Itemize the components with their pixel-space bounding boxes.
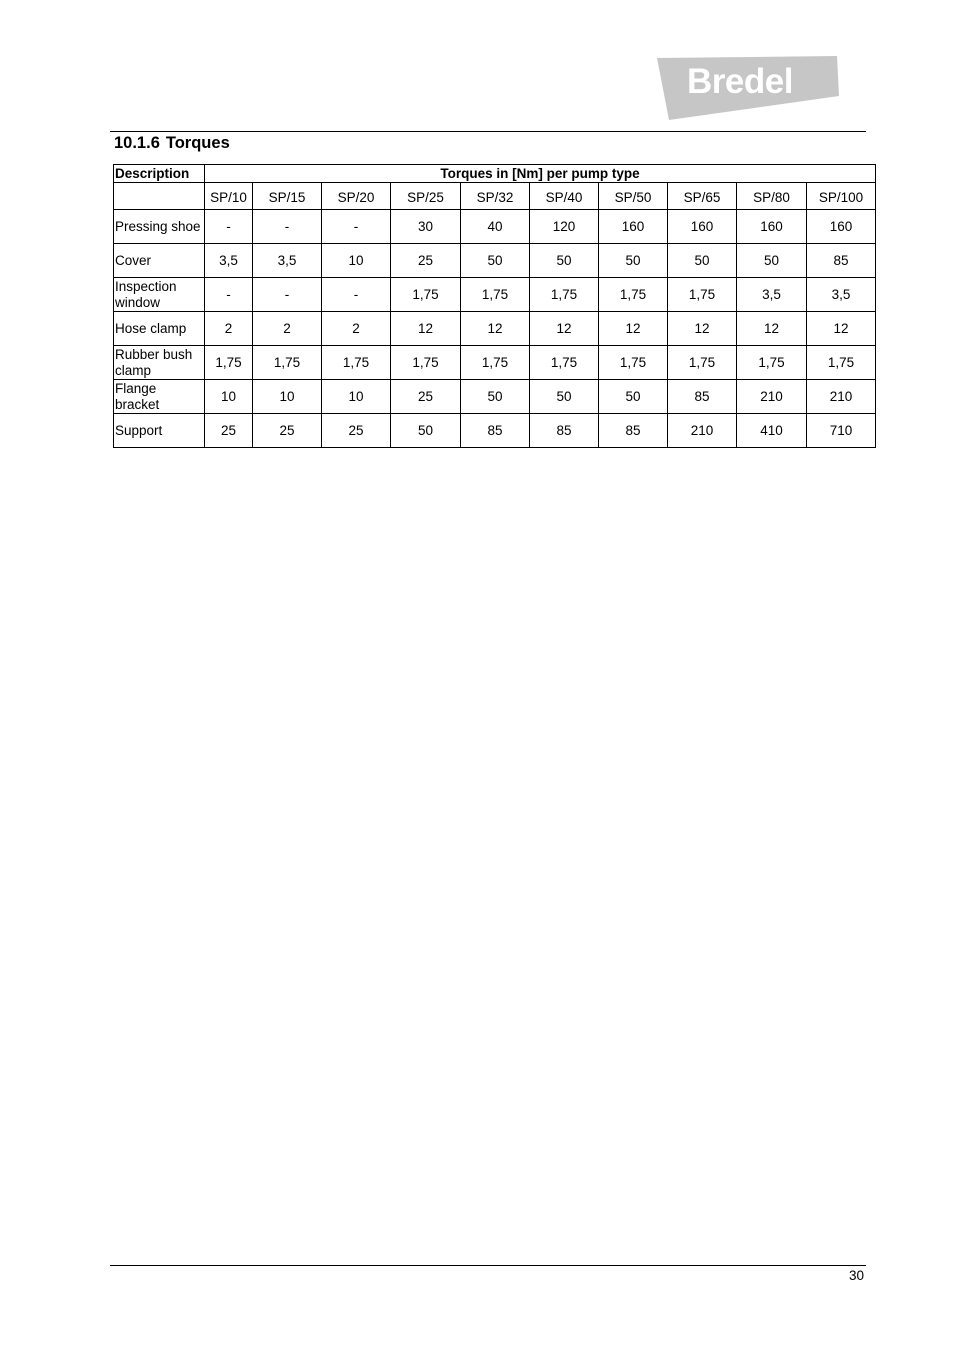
row-label: Hose clamp [114,312,205,346]
pump-type-header: SP/40 [530,183,599,210]
torque-value: 1,75 [737,346,807,380]
torque-value: 50 [668,244,737,278]
torque-value: 50 [391,414,461,448]
torque-value: 120 [530,210,599,244]
torque-value: 710 [807,414,876,448]
torque-value: - [253,210,322,244]
bredel-logo [657,56,839,120]
torque-value: 25 [253,414,322,448]
torque-value: 160 [807,210,876,244]
table-row [114,312,876,346]
pump-type-header: SP/32 [461,183,530,210]
torque-value: - [253,278,322,312]
torque-value: 160 [668,210,737,244]
section-title: Torques [165,134,230,152]
torque-value: 10 [253,380,322,414]
torque-value: 12 [668,312,737,346]
header-rule [110,131,866,132]
torque-value: 50 [599,380,668,414]
row-label: Support [114,414,205,448]
torque-value: 12 [737,312,807,346]
torque-value: 1,75 [391,278,461,312]
torque-value: 85 [807,244,876,278]
pump-type-header: SP/10 [205,183,253,210]
torque-value: 1,75 [253,346,322,380]
torque-value: 85 [530,414,599,448]
table-row [114,210,876,244]
pump-type-header-row [114,183,876,210]
torque-value: 1,75 [530,278,599,312]
torque-value: - [322,210,391,244]
torque-value: 2 [322,312,391,346]
pump-type-header: SP/65 [668,183,737,210]
torque-value: 50 [530,244,599,278]
torque-value: 40 [461,210,530,244]
torque-value: 10 [322,244,391,278]
section-heading [114,134,230,153]
row-label: Inspection window [114,278,205,312]
torque-value: 3,5 [253,244,322,278]
torque-value: 1,75 [668,278,737,312]
torque-value: 25 [391,244,461,278]
torque-value: 25 [322,414,391,448]
pump-type-header: SP/50 [599,183,668,210]
row-label: Rubber bush clamp [114,346,205,380]
row-label: Pressing shoe [114,210,205,244]
torque-value: 1,75 [461,346,530,380]
torque-value: - [205,278,253,312]
torque-value: 12 [807,312,876,346]
torque-value: 25 [391,380,461,414]
torque-value: 12 [530,312,599,346]
pump-type-header: SP/20 [322,183,391,210]
torque-value: 25 [205,414,253,448]
table-row [114,380,876,414]
torques-table [113,164,876,448]
section-number: 10.1.6 [114,134,160,152]
torque-value: 12 [391,312,461,346]
torques-group-header: Torques in [Nm] per pump type [205,165,876,183]
torque-value: 1,75 [322,346,391,380]
torque-value: 210 [807,380,876,414]
torque-value: 85 [599,414,668,448]
torque-value: 1,75 [807,346,876,380]
pump-type-header: SP/80 [737,183,807,210]
torque-value: 1,75 [530,346,599,380]
torque-value: 1,75 [668,346,737,380]
page-number: 30 [848,1268,864,1283]
torque-value: 1,75 [205,346,253,380]
torque-value: 160 [599,210,668,244]
torque-value: 30 [391,210,461,244]
table-row [114,414,876,448]
row-label: Cover [114,244,205,278]
empty-header-cell [114,183,205,210]
torque-value: 3,5 [737,278,807,312]
torque-value: 50 [599,244,668,278]
table-header-row [114,165,876,183]
logo-text: Bredel [687,62,793,101]
torque-value: 3,5 [205,244,253,278]
torque-value: 50 [737,244,807,278]
torque-value: 210 [668,414,737,448]
table-row [114,346,876,380]
torque-value: 2 [205,312,253,346]
torque-value: 210 [737,380,807,414]
footer-rule [110,1265,866,1266]
torque-value: - [322,278,391,312]
torque-value: 50 [461,380,530,414]
torque-value: 1,75 [391,346,461,380]
torque-value: 1,75 [461,278,530,312]
pump-type-header: SP/15 [253,183,322,210]
torque-value: 160 [737,210,807,244]
torque-value: 12 [599,312,668,346]
torque-value: 10 [205,380,253,414]
torque-value: 10 [322,380,391,414]
torque-value: 50 [530,380,599,414]
pump-type-header: SP/100 [807,183,876,210]
row-label: Flange bracket [114,380,205,414]
torque-value: 2 [253,312,322,346]
torque-value: 1,75 [599,346,668,380]
torque-value: 3,5 [807,278,876,312]
torque-value: - [205,210,253,244]
pump-type-header: SP/25 [391,183,461,210]
torque-value: 85 [461,414,530,448]
torque-value: 12 [461,312,530,346]
torque-value: 85 [668,380,737,414]
torque-value: 1,75 [599,278,668,312]
table-row [114,244,876,278]
table-row [114,278,876,312]
description-header: Description [114,165,205,183]
torque-value: 50 [461,244,530,278]
torque-value: 410 [737,414,807,448]
